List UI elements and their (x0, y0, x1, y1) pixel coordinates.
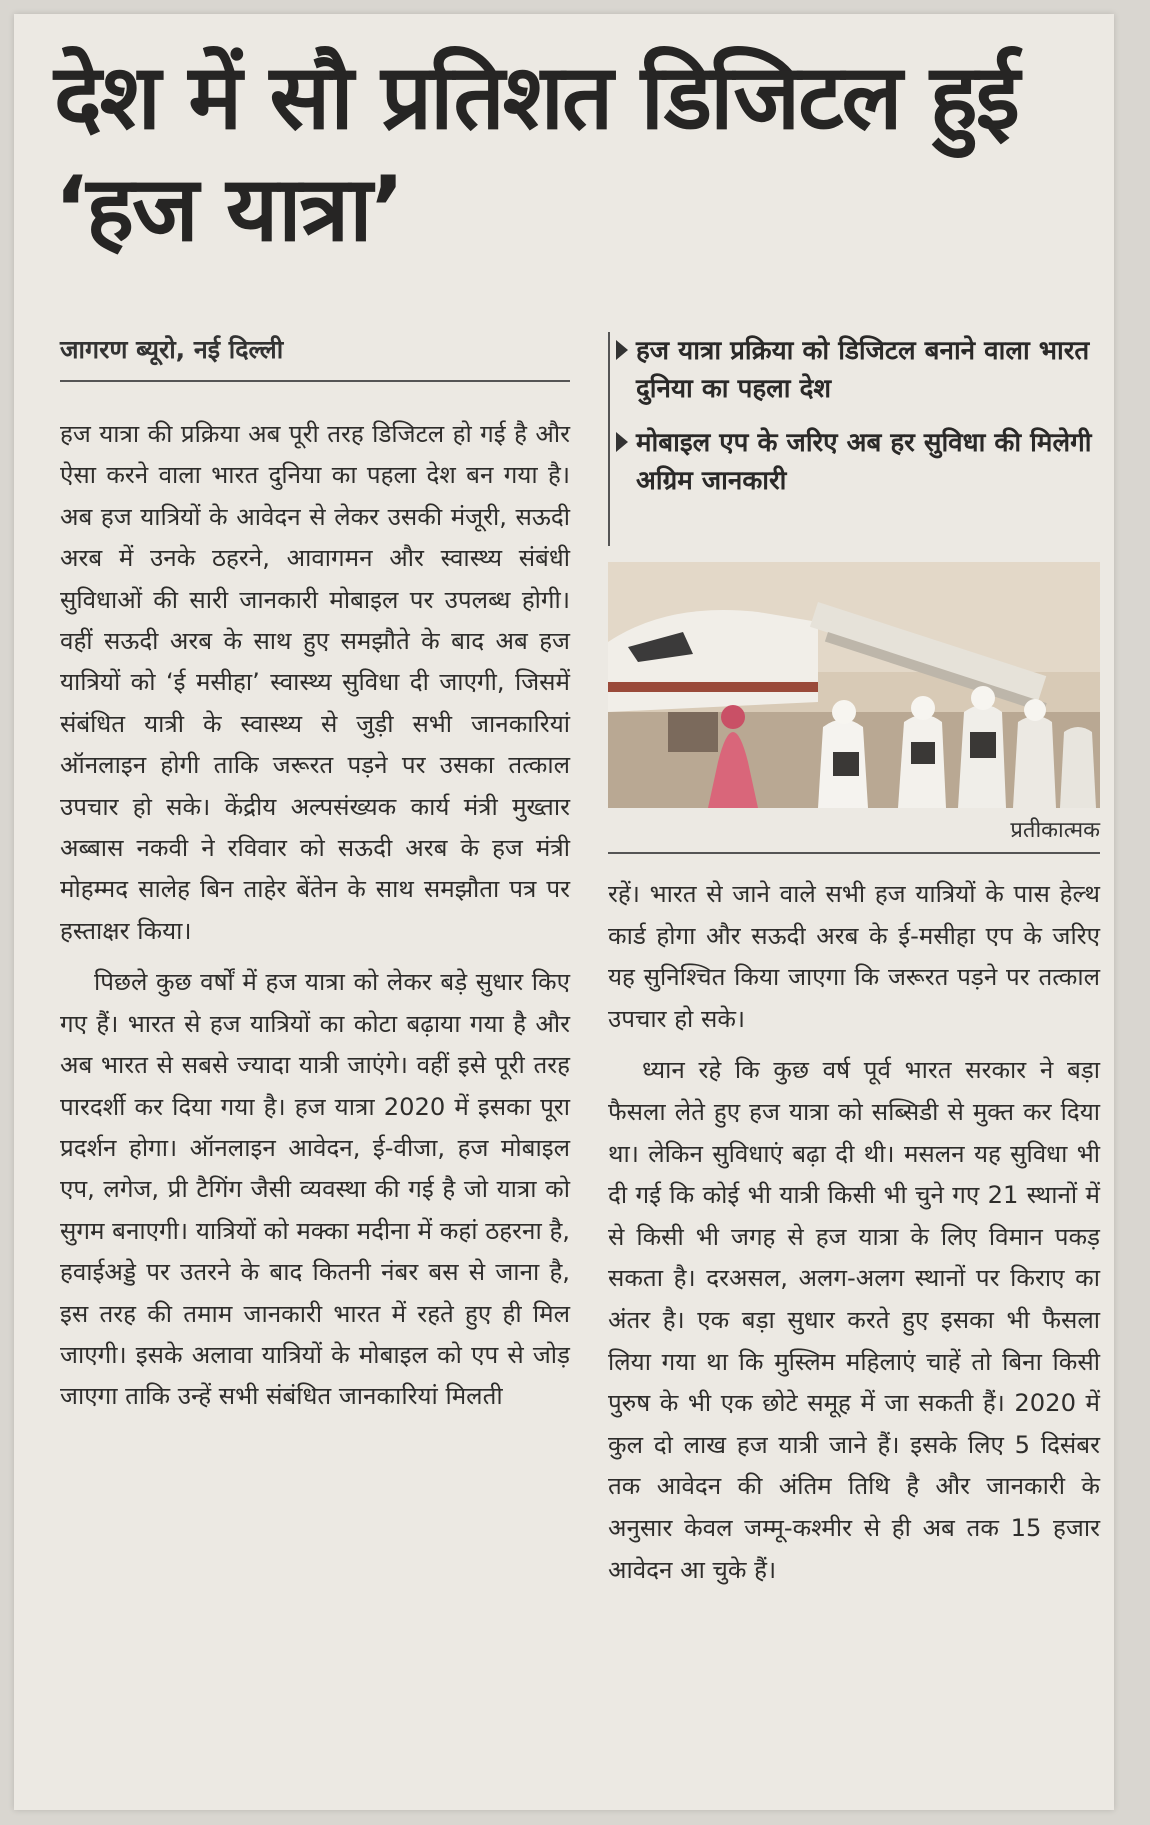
highlight-item (610, 424, 1100, 500)
highlight-text: हज यात्रा प्रक्रिया को डिजिटल बनाने वाला भारत दुनिया का पहला देश (636, 336, 1090, 404)
arrow-bullet-icon (616, 340, 628, 360)
article-column-left (60, 414, 570, 1418)
paragraph: हज यात्रा की प्रक्रिया अब पूरी तरह डिजिटल हो गई है और ऐसा करने वाला भारत दुनिया का पहला देश बन गया है। अब हज यात्रियों के आवेदन से लेकर उसकी मंजूरी, सऊदी अरब में उनके ठहरने, आवागमन और स्वास्थ्य संबंधी सुविधाओं की सारी जानकारी मोबाइल पर उपलब्ध होगी। वहीं सऊदी अरब के साथ हुए समझौते के बाद अब हज यात्रियों को ‘ई मसीहा’ स्वास्थ्य सुविधा दी जाएगी, जिसमें संबंधित यात्री के स्वास्थ्य से जुड़ी सभी जानकारियां ऑनलाइन होगी ताकि जरूरत पड़ने पर उसका तत्काल उपचार हो सके। केंद्रीय अल्पसंख्यक कार्य मंत्री मुख्तार अब्बास नकवी ने रविवार को सऊदी अरब के हज मंत्री मोहम्मद सालेह बिन ताहेर बेंतेन के साथ समझौता पत्र पर हस्ताक्षर किया। (60, 420, 570, 945)
headline: देश में सौ प्रतिशत डिजिटल हुई ‘हज यात्रा’ (54, 45, 1018, 262)
photo-caption: प्रतीकात्मक (608, 814, 1100, 854)
article-column-right (608, 874, 1100, 1591)
newspaper-clipping (14, 14, 1114, 1810)
highlight-item (610, 332, 1100, 408)
highlight-text: मोबाइल एप के जरिए अब हर सुविधा की मिलेगी अग्रिम जानकारी (636, 428, 1092, 496)
paragraph: पिछले कुछ वर्षों में हज यात्रा को लेकर बड़े सुधार किए गए हैं। भारत से हज यात्रियों का कोटा बढ़ाया गया है और अब भारत से सबसे ज्यादा यात्री जाएंगे। वहीं इसे पूरी तरह पारदर्शी कर दिया गया है। हज यात्रा 2020 में इसका पूरा प्रदर्शन होगा। ऑनलाइन आवेदन, ई-वीजा, हज मोबाइल एप, लगेज, प्री टैगिंग जैसी व्यवस्था की गई है जो यात्रा को सुगम बनाएगी। यात्रियों को मक्का मदीना में कहां ठहरना है, हवाईअड्डे पर उतरने के बाद कितनी नंबर बस से जाना है, इस तरह की तमाम जानकारी भारत में रहते हुए ही मिल जाएगी। इसके अलावा यात्रियों के मोबाइल को एप से जोड़ जाएगा ताकि उन्हें सभी संबंधित जानकारियां मिलती (60, 968, 570, 1411)
arrow-bullet-icon (616, 432, 628, 452)
paragraph: ध्यान रहे कि कुछ वर्ष पूर्व भारत सरकार ने बड़ा फैसला लेते हुए हज यात्रा को सब्सिडी से मुक्त कर दिया था। लेकिन सुविधाएं बढ़ा दी थी। मसलन यह सुविधा भी दी गई कि कोई भी यात्री किसी भी चुने गए 21 स्थानों में से किसी भी जगह से हज यात्रा के लिए विमान पकड़ सकता है। दरअसल, अलग-अलग स्थानों पर किराए का अंतर है। एक बड़ा सुधार करते हुए इसका भी फैसला लिया गया था कि मुस्लिम महिलाएं चाहें तो बिना किसी पुरुष के भी एक छोटे समूह में जा सकती हैं। 2020 में कुल दो लाख हज यात्री जाने हैं। इसके लिए 5 दिसंबर तक आवेदन की अंतिम तिथि है और जानकारी के अनुसार केवल जम्मू-कश्मीर से ही अब तक 15 हजार आवेदन आ चुके हैं। (608, 1056, 1100, 1584)
photo-airplane-pilgrims (608, 562, 1100, 808)
byline: जागरण ब्यूरो, नई दिल्ली (60, 332, 570, 382)
paragraph: रहें। भारत से जाने वाले सभी हज यात्रियों के पास हेल्थ कार्ड होगा और सऊदी अरब के ई-मसीहा एप के जरिए यह सुनिश्चित किया जाएगा कि जरूरत पड़ने पर तत्काल उपचार हो सके। (608, 880, 1100, 1033)
highlights-box (608, 332, 1100, 546)
